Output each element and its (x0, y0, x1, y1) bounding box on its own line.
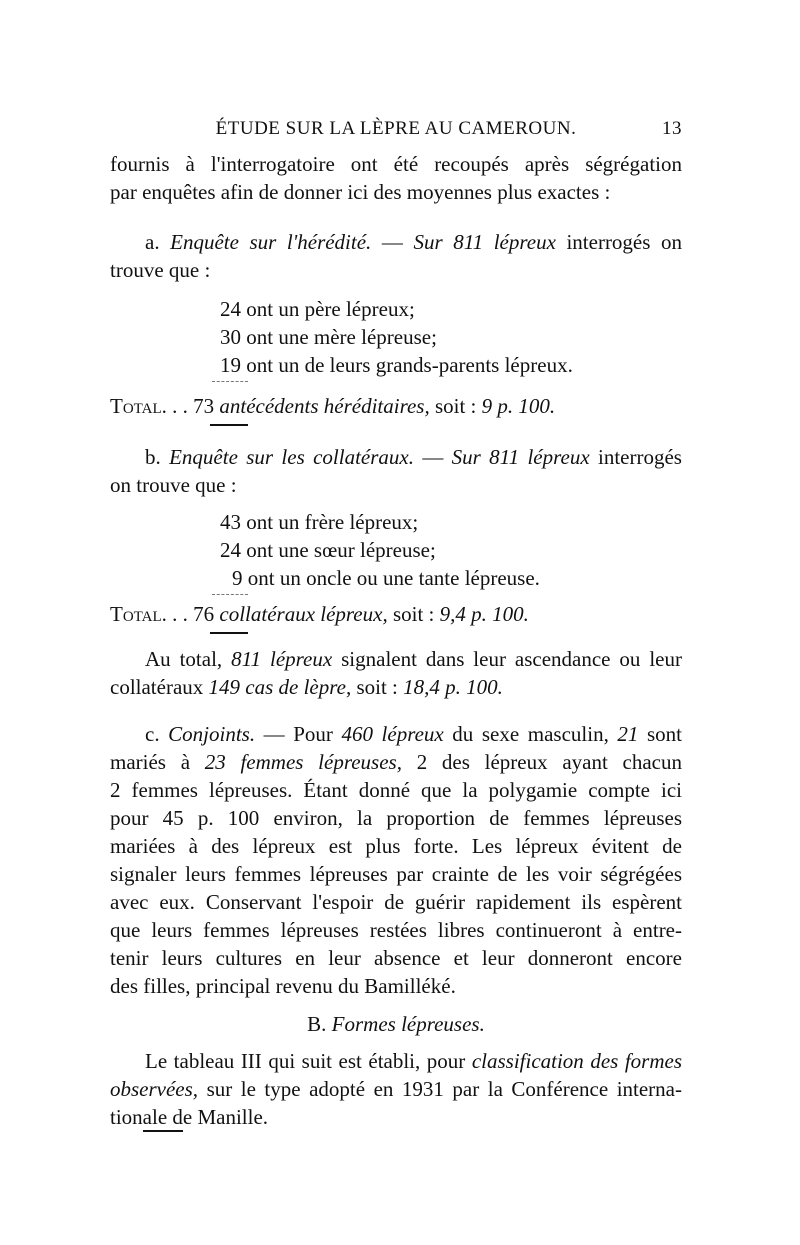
final-line-2 (110, 1075, 682, 1103)
heredity-item-grandparents: 19 ont un de leurs grands-parents lépreux. (220, 353, 573, 377)
collateral-item-brother: 43 ont un frère lépreux; (220, 510, 419, 534)
section-c-title: Conjoints. (168, 722, 256, 746)
section-c-line-1 (145, 720, 682, 748)
summary-pct: 18,4 p. 100. (403, 675, 503, 699)
section-a-dash: — (371, 230, 414, 254)
section-c-text-2a: mariés à (110, 750, 205, 774)
header-title: ÉTUDE SUR LA LÈPRE AU CAMEROUN. (215, 118, 577, 139)
final-line-3: tionale de Manille. (110, 1105, 269, 1129)
total-soit-b: soit : (387, 602, 440, 626)
section-b-line-2: on trouve que : (110, 473, 237, 497)
summary-line-1 (145, 645, 682, 673)
total-soit-a: soit : (429, 394, 482, 418)
total-number-a: 73 (193, 394, 215, 418)
section-c-married: 21 (617, 722, 639, 746)
heredity-item-mother: 30 ont une mère lépreuse; (220, 325, 437, 349)
total-pct-b: 9,4 p. 100. (439, 602, 529, 626)
sum-dash-a (212, 381, 248, 382)
section-b-prefix: b. (145, 445, 170, 469)
total-desc-a: antécédents héréditaires, (214, 394, 430, 418)
section-c-line-10: des filles, principal revenu du Bamilléké. (110, 974, 456, 998)
section-a-title: Enquête sur l'hérédité. (170, 230, 372, 254)
running-header (110, 118, 682, 140)
section-c-line-7: avec eux. Conservant l'espoir de guérir rapidement ils espèrent (110, 890, 682, 914)
section-a-rest: interrogés on (555, 230, 682, 254)
summary-count: 811 lépreux (231, 647, 333, 671)
final-underline (143, 1130, 183, 1132)
final-text-1a: Le tableau III qui suit est établi, pour (145, 1049, 472, 1073)
section-heading-title: Formes lépreuses. (331, 1012, 485, 1036)
total-rule-b (210, 632, 248, 634)
page-number: 13 (662, 118, 682, 139)
sum-dash-b (212, 594, 248, 595)
section-c-line-6: signaler leurs femmes lépreuses par crainte de les voir ségrégées (110, 862, 682, 886)
section-c-line-2 (110, 748, 682, 776)
summary-text-2c: soit : (351, 675, 404, 699)
section-a-prefix: a. (145, 230, 171, 254)
section-c-text-1c: — Pour (255, 722, 342, 746)
heredity-total (110, 392, 682, 420)
section-a-sample: Sur 811 lépreux (413, 230, 556, 254)
final-observed: observées, (110, 1077, 199, 1101)
summary-text-2a: collatéraux (110, 675, 209, 699)
section-a-heading (145, 228, 682, 256)
intro-line-1: fournis à l'interrogatoire ont été recoupés après ségrégation (110, 152, 682, 176)
section-c-line-4: pour 45 p. 100 environ, la proportion de femmes lépreuses (110, 806, 682, 830)
total-desc-b: collatéraux lépreux, (214, 602, 388, 626)
section-b-rest: interrogés (589, 445, 682, 469)
collateral-total (110, 600, 682, 628)
section-c-text-1e: du sexe masculin, (443, 722, 618, 746)
summary-text-1c: signalent dans leur ascendance ou leur (332, 647, 682, 671)
section-b-sample: Sur 811 lépreux (451, 445, 590, 469)
section-heading-formes (110, 1010, 682, 1038)
summary-cases: 149 cas de lèpre, (208, 675, 352, 699)
summary-line-2 (110, 673, 682, 701)
total-rule-a (210, 424, 248, 426)
section-b-heading (145, 443, 682, 471)
intro-line-2: par enquêtes afin de donner ici des moyennes plus exactes : (110, 180, 611, 204)
total-label-b: Total. . . (110, 602, 188, 626)
section-c-line-8: que leurs femmes lépreuses restées libres continueront à entre- (110, 918, 682, 942)
summary-text-1a: Au total, (145, 647, 232, 671)
total-label-a: Total. . . (110, 394, 188, 418)
section-c-lepers: 460 lépreux (341, 722, 444, 746)
section-c-text-2c: 2 des lépreux ayant chacun (401, 750, 682, 774)
total-pct-a: 9 p. 100. (481, 394, 556, 418)
heredity-item-father: 24 ont un père lépreux; (220, 297, 415, 321)
section-c-prefix: c. (145, 722, 169, 746)
collateral-item-sister: 24 ont une sœur lépreuse; (220, 538, 436, 562)
final-classification: classification des formes (471, 1049, 683, 1073)
section-b-title: Enquête sur les collatéraux. (169, 445, 414, 469)
section-c-wives: 23 femmes lépreuses, (204, 750, 402, 774)
section-c-line-5: mariées à des lépreux est plus forte. Les lépreux évitent de (110, 834, 682, 858)
section-heading-prefix: B. (307, 1012, 332, 1036)
collateral-item-uncle-aunt: 9 ont un oncle ou une tante lépreuse. (232, 566, 540, 590)
total-number-b: 76 (193, 602, 215, 626)
section-b-dash: — (413, 445, 452, 469)
section-c-line-3: 2 femmes lépreuses. Étant donné que la polygamie compte ici (110, 778, 682, 802)
final-line-1 (145, 1047, 682, 1075)
section-c-line-9: tenir leurs cultures en leur absence et leur donneront encore (110, 946, 682, 970)
section-c-text-1g: sont (638, 722, 682, 746)
section-a-line-2: trouve que : (110, 258, 211, 282)
final-text-2b: sur le type adopté en 1931 par la Conférence interna- (198, 1077, 682, 1101)
